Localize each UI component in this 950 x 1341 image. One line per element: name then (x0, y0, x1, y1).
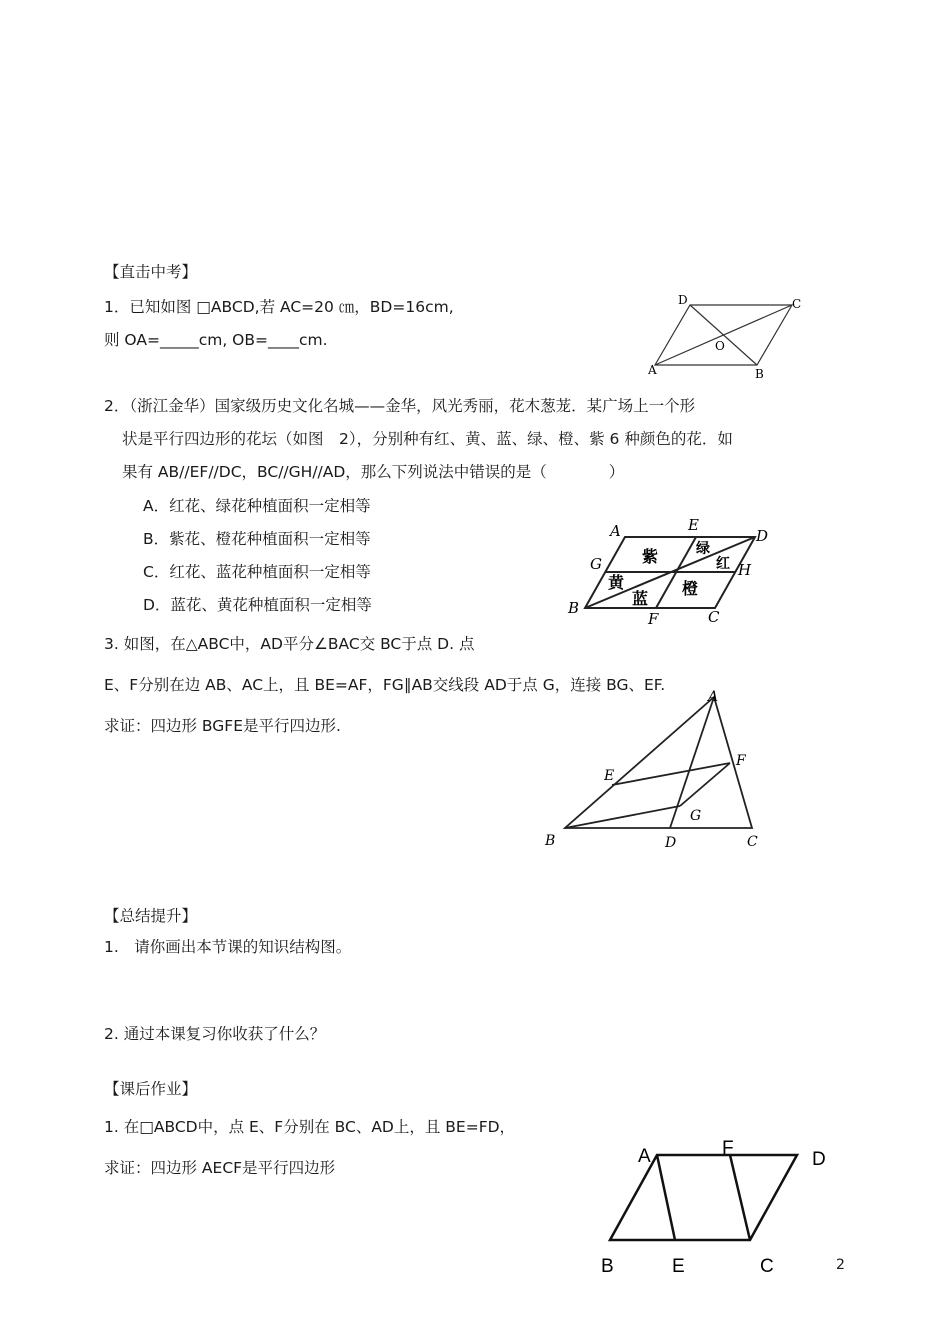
q3-label-C: C (747, 834, 758, 850)
hw-label-E: E (672, 1256, 685, 1277)
q2-label-F: F (648, 610, 659, 628)
q2-label-H: H (738, 561, 752, 579)
q1-parallelogram-figure (640, 290, 820, 390)
q3-line2: E、F分别在边 AB、AC上，且 BE=AF，FG∥AB交线段 AD于点 G，连接 BG、EF. (104, 676, 666, 694)
page-number: 2 (836, 1257, 845, 1273)
q3-label-G: G (690, 808, 702, 824)
q2-line3: 果有 AB//EF//DC，BC//GH//AD，那么下列说法中错误的是（ ） (122, 463, 625, 481)
homework-line1: 1. 在□ABCD中，点 E、F分别在 BC、AD上，且 BE=FD， (104, 1118, 516, 1136)
q1-label-B: B (755, 367, 764, 381)
homework-line2: 求证：四边形 AECF是平行四边形 (104, 1159, 336, 1177)
q1-line1: 1．已知如图 □ABCD,若 AC=20 ㎝，BD=16cm, (104, 298, 454, 316)
q3-line1: 3. 如图，在△ABC中，AD平分∠BAC交 BC于点 D. 点 (104, 635, 475, 653)
q2-option-a: A．红花、绿花种植面积一定相等 (143, 497, 371, 515)
q2-line2: 状是平行四边形的花坛（如图 2），分别种有红、黄、蓝、绿、橙、紫 6 种颜色的花．如 (122, 430, 733, 448)
q3-label-A: A (708, 689, 719, 705)
homework-parallelogram-figure (590, 1130, 840, 1280)
q1-line2: 则 OA=_____cm, OB=____cm. (104, 331, 328, 349)
q1-label-A: A (648, 363, 657, 377)
q1-label-C: C (792, 297, 802, 311)
q2-option-c: C．红花、蓝花种植面积一定相等 (143, 563, 371, 581)
q2-label-A: A (610, 522, 621, 540)
q2-region-lv: 绿 (696, 541, 710, 557)
q3-label-B: B (545, 833, 556, 849)
q3-label-E: E (604, 768, 615, 784)
q3-line3: 求证：四边形 BGFE是平行四边形. (104, 717, 341, 735)
hw-label-B: B (601, 1256, 614, 1277)
q2-region-cheng: 橙 (682, 579, 699, 598)
q2-region-lan: 蓝 (632, 589, 649, 608)
q1-label-D: D (678, 293, 688, 307)
q1-label-O: O (715, 339, 725, 353)
q2-region-zi: 紫 (642, 547, 659, 566)
section-heading-kehou: 【课后作业】 (104, 1080, 198, 1098)
q2-line1: 2．（浙江金华）国家级历史文化名城——金华，风光秀丽，花木葱茏．某广场上一个形 (104, 397, 696, 415)
summary-item-1: 1. 请你画出本节课的知识结构图。 (104, 938, 352, 956)
q3-label-F: F (736, 753, 746, 769)
hw-label-F: F (722, 1138, 734, 1159)
q2-label-D: D (756, 527, 769, 545)
q2-label-B: B (568, 599, 580, 617)
q2-label-C: C (708, 608, 720, 626)
hw-label-C: C (760, 1256, 774, 1277)
q2-label-G: G (590, 555, 602, 573)
q2-flowerbed-figure (560, 512, 780, 630)
hw-label-D: D (812, 1149, 826, 1170)
q3-triangle-figure (540, 685, 770, 855)
q2-label-E: E (688, 516, 699, 534)
q2-option-d: D．蓝花、黄花种植面积一定相等 (143, 596, 372, 614)
q2-option-b: B．紫花、橙花种植面积一定相等 (143, 530, 371, 548)
q2-region-huang: 黄 (608, 573, 625, 592)
section-heading-zhiji: 【直击中考】 (104, 263, 198, 281)
q2-region-hong: 红 (716, 556, 730, 572)
summary-item-2: 2. 通过本课复习你收获了什么？ (104, 1025, 326, 1043)
q3-label-D: D (665, 835, 677, 851)
hw-label-A: A (638, 1146, 651, 1167)
section-heading-zongjie: 【总结提升】 (104, 907, 198, 925)
